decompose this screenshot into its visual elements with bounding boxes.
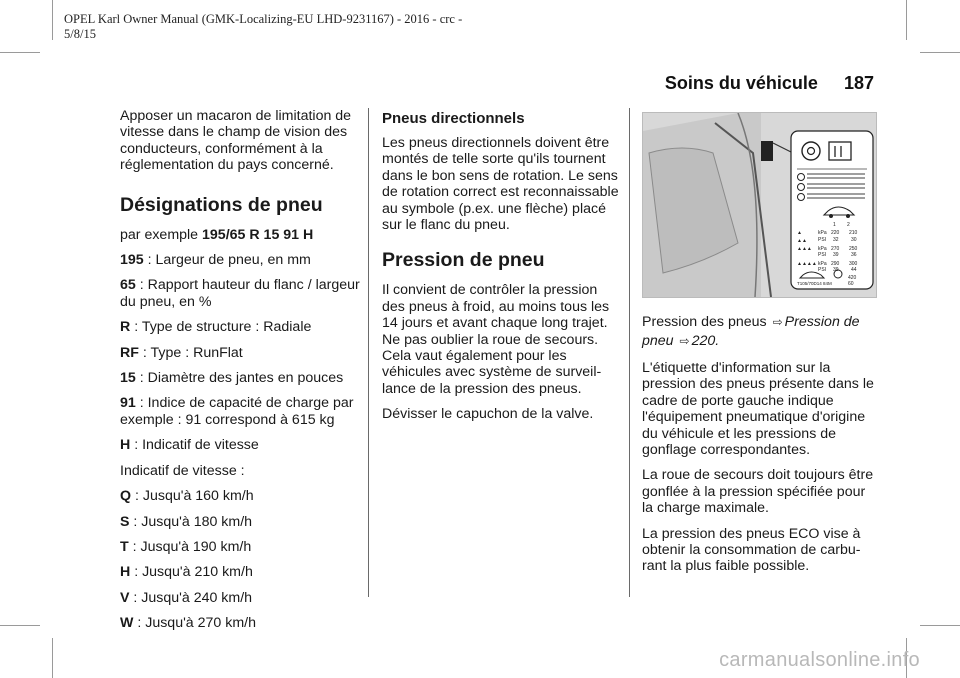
crop-mark bbox=[920, 52, 960, 53]
designation-key: 15 bbox=[120, 370, 136, 387]
crop-mark bbox=[920, 625, 960, 626]
speed-text: : Jusqu'à 190 km/h bbox=[128, 538, 252, 555]
designation-item bbox=[120, 319, 360, 335]
cross-reference: Pression des pneus ⇨ Pression de pneu ⇨ 220. bbox=[642, 314, 860, 349]
speed-text: : Jusqu'à 210 km/h bbox=[130, 564, 253, 581]
speed-key: S bbox=[120, 513, 130, 530]
example-line bbox=[120, 227, 360, 243]
designation-key: 65 bbox=[120, 277, 136, 294]
reference-link[interactable]: Pression de pneu bbox=[642, 314, 860, 349]
designation-text: : Indice de capacité de charge par exemple : 91 correspond à 615 kg bbox=[120, 395, 354, 428]
arrow-ref-icon: ⇨ bbox=[772, 315, 783, 329]
column-1 bbox=[120, 108, 360, 641]
pressure-value: 30 bbox=[851, 237, 857, 243]
document-title: OPEL Karl Owner Manual (GMK-Localizing-EU LHD-9231167) - 2016 - crc - bbox=[64, 12, 463, 26]
arrow-ref-icon: ⇨ bbox=[679, 334, 690, 348]
watermark: carmanualsonline.info bbox=[719, 649, 920, 671]
designation-text: : Rapport hauteur du flanc / largeur du pneu, en % bbox=[120, 277, 360, 310]
svg-text:▲▲▲▲: ▲▲▲▲ bbox=[797, 261, 817, 267]
heading-tire-designations: Désignations de pneu bbox=[120, 193, 323, 216]
eco-paragraph: La pression des pneus ECO vise à obtenir la consommation de carburant la plus faible possible. bbox=[642, 525, 861, 575]
heading-tire-pressure: Pression de pneu bbox=[382, 249, 545, 272]
heading-directional-tires: Pneus directionnels bbox=[382, 110, 525, 127]
column-3 bbox=[642, 313, 878, 584]
document-info bbox=[64, 12, 504, 42]
spare-pressure-kpa: 420 bbox=[848, 275, 857, 281]
spare-paragraph: La roue de secours doit toujours être gonflée à la pression spécifiée pour la charge maximale. bbox=[642, 467, 874, 517]
pressure-paragraph: Il convient de contrôler la pression des pneus à froid, au moins tous les 14 jours et avant chaque long trajet. Ne pas oublier la roue de secours. Cela vaut également pour les véhicules avec système de surveillance de la pression des pneus. bbox=[382, 282, 610, 397]
label-paragraph: L'étiquette d'information sur la pression des pneus présente dans le cadre de porte gauche indique l'équipement pneumatique d'origine du véhicule et les pressions de gonflage correspondantes. bbox=[642, 360, 874, 459]
designation-item bbox=[120, 370, 360, 386]
tire-pressure-label-figure bbox=[642, 112, 877, 298]
pressure-value: 270 bbox=[831, 246, 840, 252]
svg-text:▲▲: ▲▲ bbox=[797, 238, 807, 244]
document-date: 5/8/15 bbox=[64, 27, 96, 41]
designation-item bbox=[120, 252, 360, 268]
svg-text:kPa: kPa bbox=[818, 246, 827, 252]
spare-pressure-psi: 60 bbox=[848, 281, 854, 287]
speed-key: H bbox=[120, 564, 131, 581]
spare-tire-code: T105/70D14 84M bbox=[797, 281, 832, 286]
designation-key: 195 bbox=[120, 252, 144, 269]
designation-item bbox=[120, 395, 360, 428]
section-title: Soins du véhicule bbox=[664, 73, 818, 93]
svg-text:PSI: PSI bbox=[818, 267, 827, 273]
designation-item bbox=[120, 345, 360, 361]
axle-label: 2 bbox=[847, 222, 850, 228]
speed-text: : Jusqu'à 270 km/h bbox=[133, 615, 256, 632]
column-2 bbox=[382, 108, 620, 432]
designation-key: RF bbox=[120, 344, 139, 361]
pressure-value: 290 bbox=[831, 261, 840, 267]
pressure-value: 250 bbox=[849, 246, 858, 252]
column-divider bbox=[629, 108, 630, 597]
column-divider bbox=[368, 108, 369, 597]
speed-intro: Indicatif de vitesse : bbox=[120, 462, 245, 479]
svg-text:kPa: kPa bbox=[818, 230, 827, 236]
reference-page[interactable]: 220 bbox=[691, 333, 716, 349]
example-value: 195/65 R 15 91 H bbox=[202, 226, 314, 243]
designation-key: H bbox=[120, 437, 131, 454]
speed-item bbox=[120, 539, 360, 555]
pressure-value: 36 bbox=[851, 252, 857, 258]
crop-mark bbox=[52, 638, 53, 678]
speed-item bbox=[120, 488, 360, 504]
crop-mark bbox=[0, 52, 40, 53]
speed-text: : Jusqu'à 160 km/h bbox=[131, 488, 254, 505]
speed-key: T bbox=[120, 538, 129, 555]
designation-text: : Largeur de pneu, en mm bbox=[143, 252, 311, 269]
page-number: 187 bbox=[843, 73, 874, 93]
speed-key: V bbox=[120, 589, 130, 606]
pressure-value: 210 bbox=[849, 230, 858, 236]
designation-item bbox=[120, 437, 360, 453]
crop-mark bbox=[52, 0, 53, 40]
pressure-value: 300 bbox=[849, 261, 858, 267]
reference-prefix: Pression des pneus bbox=[642, 314, 767, 330]
designation-text: : Type : RunFlat bbox=[138, 344, 243, 361]
door-frame-illustration bbox=[643, 113, 876, 297]
pressure-value: 32 bbox=[833, 237, 839, 243]
designation-text: : Type de structure : Radiale bbox=[130, 319, 312, 336]
speed-item bbox=[120, 514, 360, 530]
designation-text: : Diamètre des jantes en pouces bbox=[135, 370, 344, 387]
svg-text:▲▲▲: ▲▲▲ bbox=[797, 246, 812, 252]
designation-key: 91 bbox=[120, 395, 136, 412]
svg-text:PSI: PSI bbox=[818, 237, 827, 243]
designation-text: : Indicatif de vitesse bbox=[130, 437, 259, 454]
axle-label: 1 bbox=[833, 222, 836, 228]
speed-text: : Jusqu'à 180 km/h bbox=[129, 513, 253, 530]
directional-paragraph: Les pneus directionnels doivent être montés de telle sorte qu'ils tournent dans le bon sens de rotation. Le sens de rotation correct est reconnaissable au symbole (p.ex. une flèche) placé sur le flanc du pneu. bbox=[382, 135, 619, 234]
speed-item bbox=[120, 615, 360, 631]
svg-text:PSI: PSI bbox=[818, 252, 827, 258]
crop-mark bbox=[906, 0, 907, 40]
example-label: par exemple bbox=[120, 226, 199, 243]
svg-text:kPa: kPa bbox=[818, 261, 827, 267]
valve-paragraph: Dévisser le capuchon de la valve. bbox=[382, 406, 594, 423]
speed-key: Q bbox=[120, 488, 132, 505]
svg-text:▲: ▲ bbox=[797, 230, 802, 236]
crop-mark bbox=[0, 625, 40, 626]
running-header bbox=[665, 73, 874, 94]
pressure-value: 44 bbox=[851, 267, 857, 273]
speed-item bbox=[120, 590, 360, 606]
intro-paragraph: Apposer un macaron de limitation de vitesse dans le champ de vision des conducteurs, conformément à la réglementation du pays concerné. bbox=[120, 108, 352, 174]
speed-text: : Jusqu'à 240 km/h bbox=[129, 589, 253, 606]
pressure-value: 39 bbox=[833, 267, 839, 273]
speed-key: W bbox=[120, 615, 134, 632]
pressure-value: 39 bbox=[833, 252, 839, 258]
pressure-value: 220 bbox=[831, 230, 840, 236]
speed-item bbox=[120, 564, 360, 580]
designation-item bbox=[120, 277, 360, 310]
designation-key: R bbox=[120, 319, 131, 336]
